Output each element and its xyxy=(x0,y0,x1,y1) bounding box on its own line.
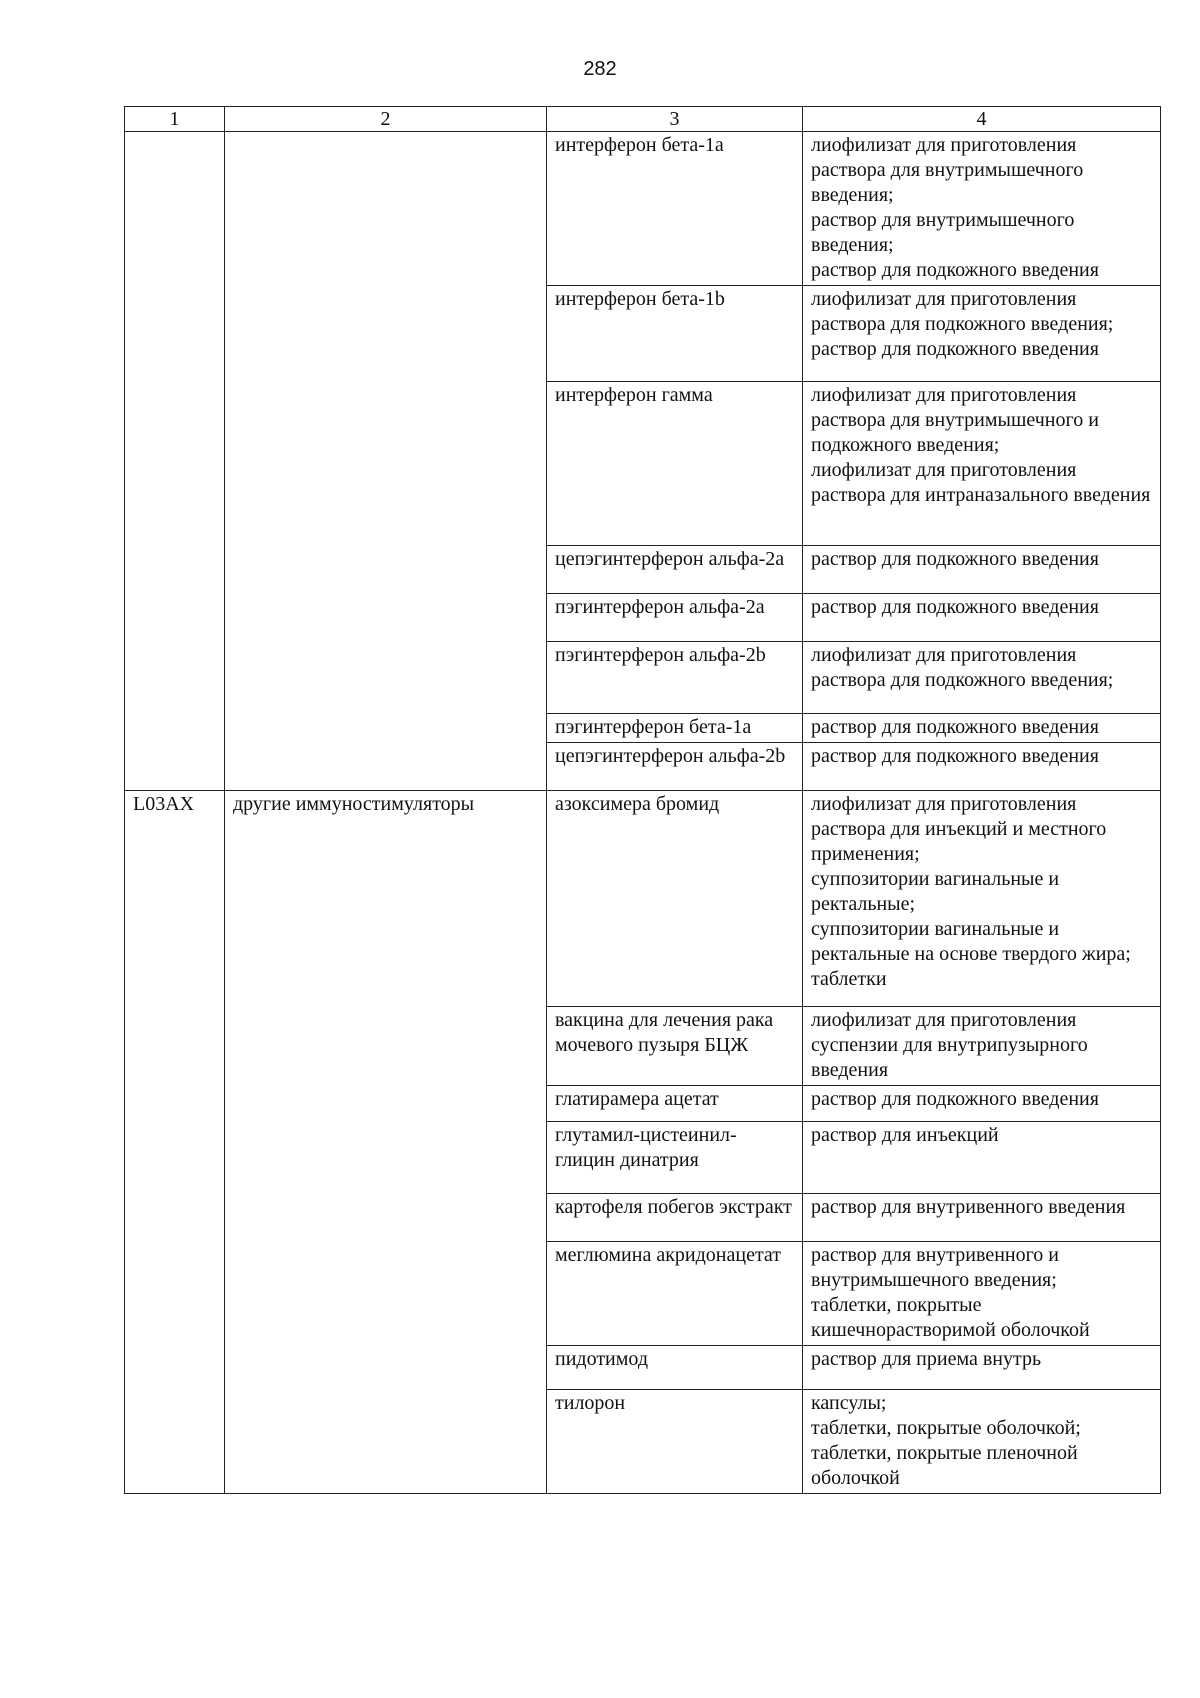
dosage-form-line: раствор для подкожного введения xyxy=(811,596,1099,618)
dosage-forms xyxy=(803,1122,1161,1194)
dosage-forms xyxy=(803,546,1161,594)
dosage-form-line: раствор для подкожного введения xyxy=(811,745,1099,767)
atc-group-cell-empty xyxy=(225,132,547,791)
substance-name: пэгинтерферон альфа-2а xyxy=(547,594,803,642)
dosage-form-line: раствор для подкожного введения xyxy=(811,716,1099,738)
substance-name: меглюмина акридонацетат xyxy=(547,1242,803,1346)
atc-group-name: другие иммуностимуляторы xyxy=(225,791,547,1494)
dosage-forms xyxy=(803,743,1161,791)
dosage-form-line: таблетки xyxy=(811,968,887,990)
dosage-forms xyxy=(803,642,1161,714)
dosage-forms xyxy=(803,132,1161,286)
dosage-form-line: лиофилизат для приготовления раствора для подкожного введения; xyxy=(811,288,1114,335)
atc-code-cell-empty xyxy=(125,132,225,791)
dosage-form-line: раствор для внутривенного и внутримышечного введения; xyxy=(811,1244,1060,1291)
dosage-form-line: таблетки, покрытые оболочкой; xyxy=(811,1417,1081,1439)
substance-name: цепэгинтерферон альфа-2а xyxy=(547,546,803,594)
substance-name: глатирамера ацетат xyxy=(547,1086,803,1122)
column-header-4: 4 xyxy=(803,107,1161,132)
dosage-forms xyxy=(803,382,1161,546)
substance-name: картофеля побегов экстракт xyxy=(547,1194,803,1242)
dosage-form-line: лиофилизат для приготовления раствора для внутримышечного введения; xyxy=(811,134,1084,206)
dosage-form-line: лиофилизат для приготовления раствора для внутримышечного и подкожного введения; xyxy=(811,384,1099,456)
substance-name: тилорон xyxy=(547,1390,803,1494)
substance-name: интерферон гамма xyxy=(547,382,803,546)
dosage-forms xyxy=(803,286,1161,382)
dosage-forms xyxy=(803,791,1161,1007)
table-row xyxy=(125,132,1161,286)
column-header-2: 2 xyxy=(225,107,547,132)
dosage-form-line: раствор для подкожного введения xyxy=(811,548,1099,570)
atc-code: L03AX xyxy=(125,791,225,1494)
dosage-form-line: раствор для инъекций xyxy=(811,1124,999,1146)
dosage-form-line: лиофилизат для приготовления раствора для подкожного введения; xyxy=(811,644,1114,691)
dosage-forms xyxy=(803,1242,1161,1346)
dosage-form-line: таблетки, покрытые пленочной оболочкой xyxy=(811,1442,1078,1489)
dosage-forms xyxy=(803,1007,1161,1086)
column-header-3: 3 xyxy=(547,107,803,132)
dosage-forms xyxy=(803,714,1161,743)
dosage-form-line: суппозитории вагинальные и ректальные на основе твердого жира; xyxy=(811,918,1131,965)
table-row xyxy=(125,791,1161,1007)
dosage-form-line: лиофилизат для приготовления раствора для интраназального введения xyxy=(811,459,1151,506)
substance-name: пэгинтерферон бета-1а xyxy=(547,714,803,743)
substance-name: пэгинтерферон альфа-2b xyxy=(547,642,803,714)
dosage-form-line: суппозитории вагинальные и ректальные; xyxy=(811,868,1060,915)
dosage-form-line: лиофилизат для приготовления суспензии для внутрипузырного введения xyxy=(811,1009,1088,1081)
dosage-form-line: таблетки, покрытые кишечнорастворимой оболочкой xyxy=(811,1294,1090,1341)
dosage-forms xyxy=(803,594,1161,642)
page-number: 282 xyxy=(583,58,617,80)
substance-name: вакцина для лечения рака мочевого пузыря БЦЖ xyxy=(547,1007,803,1086)
drug-table xyxy=(124,106,1161,1494)
dosage-forms xyxy=(803,1194,1161,1242)
substance-name: интерферон бета-1b xyxy=(547,286,803,382)
dosage-form-line: раствор для подкожного введения xyxy=(811,1088,1099,1110)
substance-name: пидотимод xyxy=(547,1346,803,1390)
substance-name: интерферон бета-1a xyxy=(547,132,803,286)
dosage-form-line: капсулы; xyxy=(811,1392,887,1414)
dosage-forms xyxy=(803,1346,1161,1390)
dosage-form-line: раствор для внутривенного введения xyxy=(811,1196,1126,1218)
dosage-form-line: раствор для приема внутрь xyxy=(811,1348,1042,1370)
substance-name: азоксимера бромид xyxy=(547,791,803,1007)
table-body xyxy=(125,132,1161,1494)
dosage-forms xyxy=(803,1086,1161,1122)
dosage-forms xyxy=(803,1390,1161,1494)
dosage-form-line: раствор для подкожного введения xyxy=(811,338,1099,360)
dosage-form-line: лиофилизат для приготовления раствора для инъекций и местного применения; xyxy=(811,793,1107,865)
column-header-1: 1 xyxy=(125,107,225,132)
substance-name: цепэгинтерферон альфа-2b xyxy=(547,743,803,791)
header-row xyxy=(125,107,1161,132)
dosage-form-line: раствор для внутримышечного введения; xyxy=(811,209,1075,256)
substance-name: глутамил-цистеинил-глицин динатрия xyxy=(547,1122,803,1194)
dosage-form-line: раствор для подкожного введения xyxy=(811,259,1099,281)
